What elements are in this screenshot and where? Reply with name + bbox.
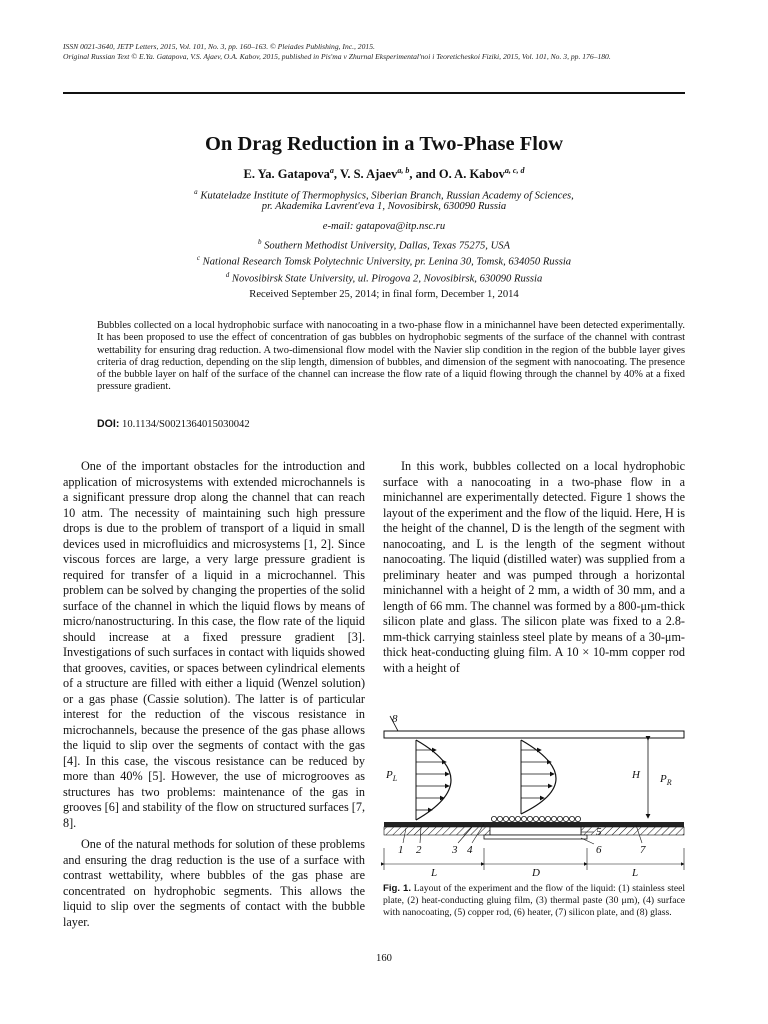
body-paragraph: In this work, bubbles collected on a local hydrophobic surface with a nanocoating in a two-phase flow in a minichannel are experimentally detected. Figure 1 shows the layout of the experiment and the flow of the liquid. Here, H is the height of the channel, D is the length of the segment with nanocoating, and L is the length of the segment without nanocoating. The liquid (distilled water) was supplied from a preliminary heater and was pumped through a horizontal minichannel with a height of 2 mm, a width of 30 mm, and a length of 66 mm. The channel was formed by a 800-μm-thick silicon plate and glass. The silicon plate was fixed to a 2.8-mm-thick carrying stainless steel plate by means of a 30-μm-thick heat-conducting gluing film. A 10 × 10-mm copper rod with a height of [383,459,685,675]
figure-caption [383,883,685,919]
body-paragraph: One of the natural methods for solution of these problems and ensuring the drag reduction is the use of a surface with contrast wettability, where bubbles of the gas phase are concentrated on hydrophobic segments. This allows the liquid to slip over the segments of contact with the bubble layer. [63,837,365,929]
velocity-profile-left [416,740,451,820]
bubble-layer [491,816,580,821]
label-7: 7 [640,844,646,856]
author-3-sup: a, c, d [504,166,525,175]
affiliation-text: Kutateladze Institute of Thermophysics, Siberian Branch, Russian Academy of Sciences, [200,190,574,202]
doi-label: DOI: [97,418,120,430]
label-5: 5 [596,826,602,838]
affiliation-email [0,220,768,233]
header-line-2: Original Russian Text © E.Ya. Gatapova, V.S. Ajaev, O.A. Kabov, 2015, published in Pis'ma v Zhurnal Eksperimental'noi i Teoreticheskoi Fiziki, 2015, Vol. 101, No. 3, pp. 176–180. [63,52,611,61]
caption-text: Layout of the experiment and the flow of the liquid: (1) stainless steel plate, (2) heat-conducting gluing film, (3) thermal paste (30 μm), (4) surface with nanocoating, (5) copper rod, (6) heater, (7) silicon plate, and (8) glass. [383,883,686,918]
received-date: Received September 25, 2014; in final form, December 1, 2014 [249,289,519,300]
author-2-sup: a, b [397,166,410,175]
affiliation-sup: c [196,254,201,262]
affiliation-text: Novosibirsk State University, ul. Pirogova 2, Novosibirsk, 630090 Russia [231,273,543,285]
top-rule [63,92,685,94]
author-2: V. S. Ajaev [339,167,398,182]
glass-plate [384,731,684,738]
affiliation-d [0,269,768,286]
affiliation-text: pr. Akademika Lavrent'eva 1, Novosibirsk, 630090 Russia [261,201,507,212]
affiliation-sup: d [225,271,230,279]
left-column [63,459,365,930]
affiliation-sup: b [257,238,262,246]
paper-title: On Drag Reduction in a Two-Phase Flow [204,133,563,155]
journal-header [63,42,703,62]
leader-line [581,838,594,844]
author-1-sup: a [329,166,334,175]
author-sep-1: , [333,167,340,182]
affiliation-sup: a [194,188,198,196]
label-2: 2 [416,844,422,856]
label-4: 4 [467,844,473,856]
doi [97,418,250,430]
label-1: 1 [398,844,404,856]
affiliation-text: Southern Methodist University, Dallas, Texas 75275, USA [264,240,511,252]
label-L-right: L [632,867,639,878]
author-3: O. A. Kabov [438,167,505,182]
stainless-steel-plate-left [384,827,490,835]
silicon-plate [384,822,684,827]
figure-1-diagram [376,710,688,878]
email-text: e-mail: gatapova@itp.nsc.ru [322,221,446,232]
label-L-left: L [431,867,438,878]
heater [484,835,587,839]
abstract: Bubbles collected on a local hydrophobic surface with nanocoating in a two-phase flow in a minichannel have been detected experimentally. It has been proposed to use the effect of concentration of gas bubbles on hydrophobic segments of the surface of the channel with contrast wettability for ensuring drag reduction. A two-dimensional flow model with the Navier slip condition in the region of the bubble layer gives criteria of drag reduction, depending on the slip length, dimension of bubbles, and dimension of the segment with nanocoating. The presence of the bubble layer on half of the surface of the channel can increase the flow rate of a liquid flowing through the channel by 40% at a fixed pressure gradient. [97,320,685,393]
velocity-profile-center [521,740,556,814]
affiliation-b [0,236,768,253]
author-list [0,166,768,182]
label-H: H [632,769,640,781]
doi-value: 10.1134/S0021364015030042 [122,419,250,430]
header-line-1: ISSN 0021-3640, JETP Letters, 2015, Vol. 101, No. 3, pp. 160–163. © Pleiades Publishing, Inc., 2015. [63,42,375,51]
page-number: 160 [376,953,392,964]
caption-label: Fig. 1. [383,883,411,894]
copper-rod [490,827,581,835]
label-8: 8 [392,713,398,725]
label-D: D [532,867,540,878]
affiliation-a-line2 [0,200,768,213]
author-sep-2: , and [409,167,439,182]
label-PL: $P_L$ [386,769,398,783]
right-column [383,459,685,676]
author-1: E. Ya. Gatapova [243,167,330,182]
body-paragraph: One of the important obstacles for the introduction and application of microsystems with extended microchannels is a significant pressure drop along the channel that can reach 10 atm. The necessity of maintaining such high pressure drops is due to the problem of transport of a liquid in small devices used in microfluidics and microsystems [1, 2]. Since viscous forces are large, a very large pressure gradient is required for transfer of a liquid in a microchannel. This problem can be solved by changing the properties of the solid surface of the channel in which the liquid flows by means of micro/nanostructuring. In this case, the flow rate of the liquid should increase at a fixed pressure gradient [3]. Investigations of such surfaces in contact with liquids showed that grooves, cavities, or spaces between cylindrical elements of a structure are filled with either a liquid (Wenzel solution) or a gas phase (Cassie solution). The latter is of particular interest for the reduction of the viscous resistance in microchannels, because the presence of the gas phase allows the liquid to slip over the segments of contact with the gas [4]. In this case, the viscous resistance can be reduced by more than 40% [5]. However, the use of microgrooves as structures has two problems: maintenance of the gas in grooves [6] and stability of the flow on structured surfaces [7, 8]. [63,459,365,830]
affiliation-c [0,252,768,269]
label-6: 6 [596,844,602,856]
label-PR: $P_R$ [660,773,672,787]
affiliation-text: National Research Tomsk Polytechnic University, pr. Lenina 30, Tomsk, 634050 Russia [202,256,572,268]
label-3: 3 [452,844,458,856]
